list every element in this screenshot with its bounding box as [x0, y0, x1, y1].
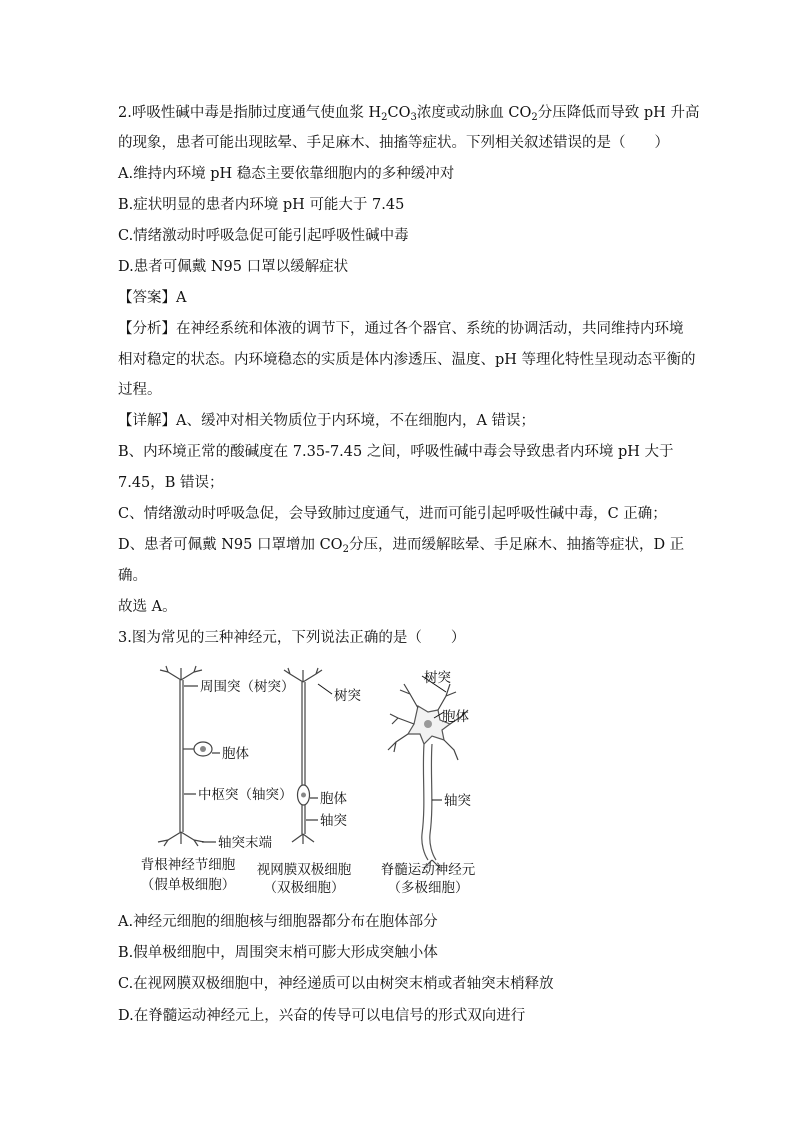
neuron2-caption2: （双极细胞） [263, 880, 345, 896]
q3-option-b: B.假单极细胞中，周围突末梢可膨大形成突触小体 [118, 945, 438, 961]
neuron1-caption2: （假单极细胞） [140, 877, 236, 893]
q2-analysis-line2: 相对稳定的状态。内环境稳态的实质是体内渗透压、温度、pH 等理化特性呈现动态平衡的 [118, 352, 696, 368]
neuron3-caption1: 脊髓运动神经元 [380, 862, 476, 878]
neuron-figure [128, 664, 488, 900]
q2-option-c: C.情绪激动时呼吸急促可能引起呼吸性碱中毒 [118, 228, 409, 244]
q2-detail-line5: D、患者可佩戴 N95 口罩增加 $CO_2$分压，进而缓解眩晕、手足麻木、抽搐等症状，D 正 [118, 537, 685, 555]
q2-detail-line6: 确。 [118, 568, 147, 584]
q2-detail-line2: B、内环境正常的酸碱度在 7.35-7.45 之间，呼吸性碱中毒会导致患者内环境 pH 大于 [118, 444, 674, 460]
q2-stem-line2: 的现象，患者可能出现眩晕、手足麻木、抽搐等症状。下列相关叙述错误的是（ ） [118, 135, 669, 151]
q2-analysis-line1: 【分析】在神经系统和体液的调节下，通过各个器官、系统的协调活动，共同维持内环境 [118, 321, 684, 337]
q2-option-b: B.症状明显的患者内环境 pH 可能大于 7.45 [118, 197, 405, 213]
neuron1-caption1: 背根神经节细胞 [140, 857, 236, 873]
q3-stem: 3.图为常见的三种神经元，下列说法正确的是（ ） [118, 630, 466, 646]
q2-option-a: A.维持内环境 pH 稳态主要依靠细胞内的多种缓冲对 [118, 166, 455, 182]
neuron2-dendrite-leader [318, 684, 332, 694]
q2-detail-line4: C、情绪激动时呼吸急促，会导致肺过度通气，进而可能引起呼吸性碱中毒，C 正确； [118, 506, 667, 522]
q2-option-d: D.患者可佩戴 N95 口罩以缓解症状 [118, 259, 349, 275]
q2-conclusion: 故选 A。 [118, 599, 177, 615]
neuron2-label-body: 胞体 [320, 791, 347, 807]
q3-option-d: D.在脊髓运动神经元上，兴奋的传导可以电信号的形式双向进行 [118, 1008, 526, 1024]
neuron1-label-axon: 中枢突（轴突） [198, 787, 293, 803]
q2-stem-line1: 2.呼吸性碱中毒是指肺过度通气使血浆 $H_2CO_3$浓度或动脉血 $CO_2$分压降低而导致 pH 升高 [118, 105, 700, 123]
neuron3-caption2: （多极细胞） [387, 880, 469, 896]
neuron3-label-dendrite: 树突 [424, 670, 451, 686]
q2-detail-line1: 【详解】A、缓冲对相关物质位于内环境，不在细胞内，A 错误； [118, 413, 536, 429]
neuron2-label-axon: 轴突 [320, 813, 347, 829]
neuron2-label-dendrite: 树突 [334, 688, 361, 704]
neuron2-caption1: 视网膜双极细胞 [256, 862, 352, 878]
neuron1-label-body: 胞体 [222, 746, 249, 762]
neuron3-label-body: 胞体 [442, 709, 469, 725]
q2-detail-line3: 7.45，B 错误； [118, 475, 224, 491]
neuron3-label-axon: 轴突 [444, 793, 471, 809]
q3-option-a: A.神经元细胞的细胞核与细胞器都分布在胞体部分 [118, 914, 438, 930]
neuron1-label-dendrite: 周围突（树突） [200, 679, 295, 695]
q2-answer: 【答案】A [118, 290, 187, 306]
q2-analysis-line3: 过程。 [118, 382, 162, 398]
q3-option-c: C.在视网膜双极细胞中，神经递质可以由树突末梢或者轴突末梢释放 [118, 976, 554, 992]
neuron1-label-terminal: 轴突末端 [218, 835, 272, 851]
